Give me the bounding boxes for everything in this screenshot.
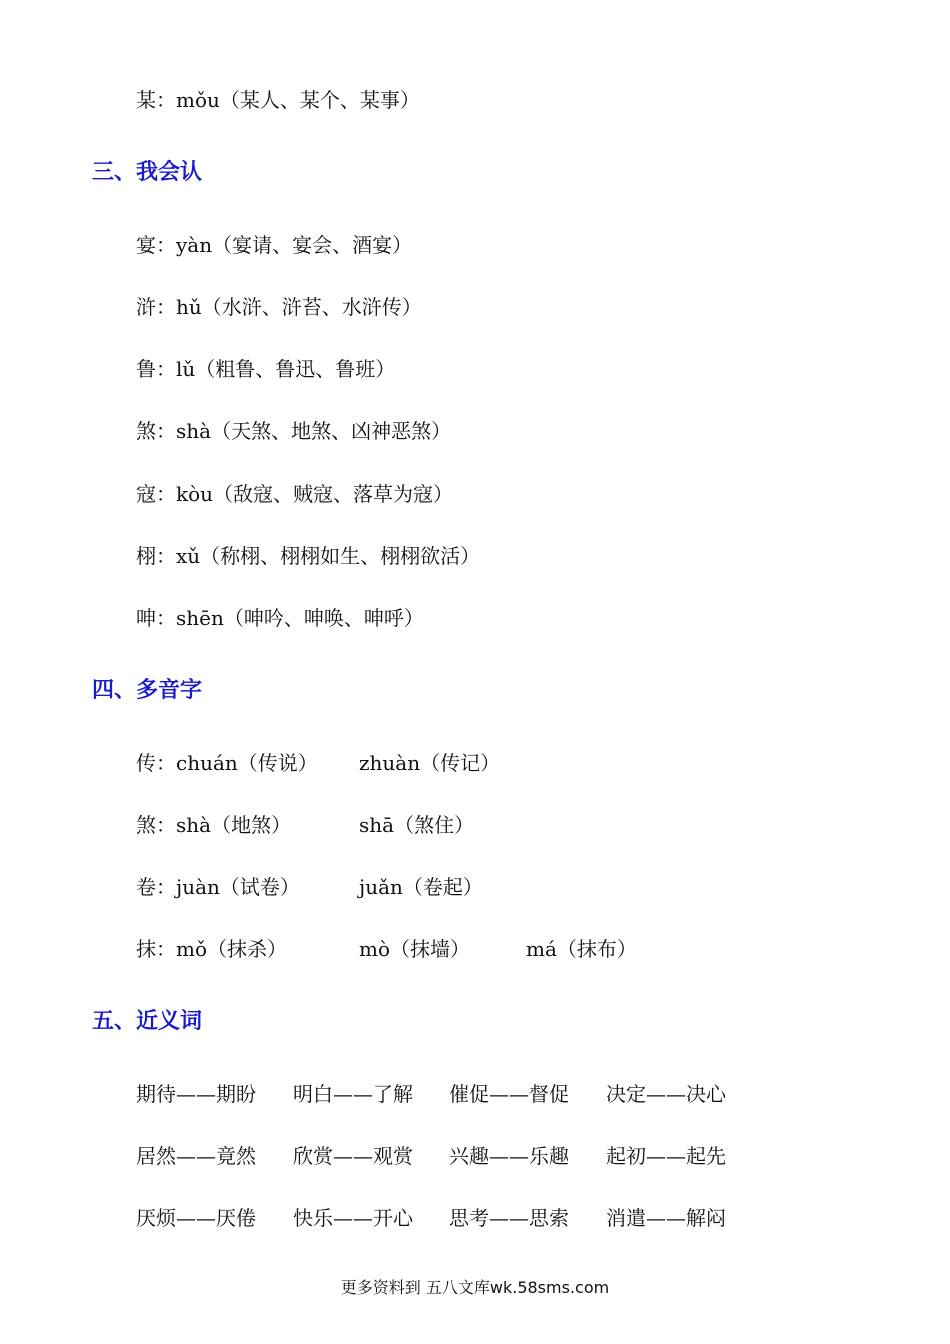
polyphone-reading-2: mò（抹墙） [359, 937, 471, 961]
entry-sha: 煞：shà（天煞、地煞、凶神恶煞） [136, 419, 452, 443]
entry-xu: 栩：xǔ（称栩、栩栩如生、栩栩欲活） [136, 544, 481, 568]
polyphone-reading-1: 卷：juàn（试卷） [136, 875, 300, 899]
entry-lu: 鲁：lǔ（粗鲁、鲁迅、鲁班） [136, 357, 396, 381]
footer-source-text: 更多资料到 五八文库wk.58sms.com [340, 1278, 610, 1297]
synonym-pair: 期待——期盼 [136, 1082, 256, 1106]
synonym-pair: 消遣——解闷 [606, 1206, 726, 1230]
synonym-pair: 快乐——开心 [293, 1206, 413, 1230]
polyphone-reading-1: 传：chuán（传说） [136, 751, 318, 775]
synonym-pair: 厌烦——厌倦 [136, 1206, 256, 1230]
polyphone-reading-1: 煞：shà（地煞） [136, 813, 292, 837]
synonym-pair: 欣赏——观赏 [293, 1144, 413, 1168]
entry-shen: 呻：shēn（呻吟、呻唤、呻呼） [136, 606, 424, 630]
polyphone-reading-2: zhuàn（传记） [359, 751, 501, 775]
section-4-heading: 四、多音字 [92, 678, 203, 703]
entry-yan: 宴：yàn（宴请、宴会、酒宴） [136, 233, 413, 257]
synonym-pair: 决定——决心 [606, 1082, 726, 1106]
polyphone-reading-2: juǎn（卷起） [359, 875, 483, 899]
synonym-pair: 明白——了解 [293, 1082, 413, 1106]
section-5-heading: 五、近义词 [92, 1009, 203, 1034]
polyphone-reading-2: shā（煞住） [359, 813, 475, 837]
section-3-heading: 三、我会认 [92, 160, 203, 185]
entry-hu: 浒：hǔ（水浒、浒苔、水浒传） [136, 295, 422, 319]
synonym-pair: 起初——起先 [606, 1144, 726, 1168]
entry-kou: 寇：kòu（敌寇、贼寇、落草为寇） [136, 482, 454, 506]
synonym-pair: 兴趣——乐趣 [449, 1144, 569, 1168]
polyphone-reading-3: má（抹布） [526, 937, 637, 961]
synonym-pair: 思考——思索 [449, 1206, 569, 1230]
synonym-pair: 居然——竟然 [136, 1144, 256, 1168]
entry-mou: 某：mǒu（某人、某个、某事） [136, 88, 420, 112]
polyphone-reading-1: 抹：mǒ（抹杀） [136, 937, 288, 961]
synonym-pair: 催促——督促 [449, 1082, 569, 1106]
